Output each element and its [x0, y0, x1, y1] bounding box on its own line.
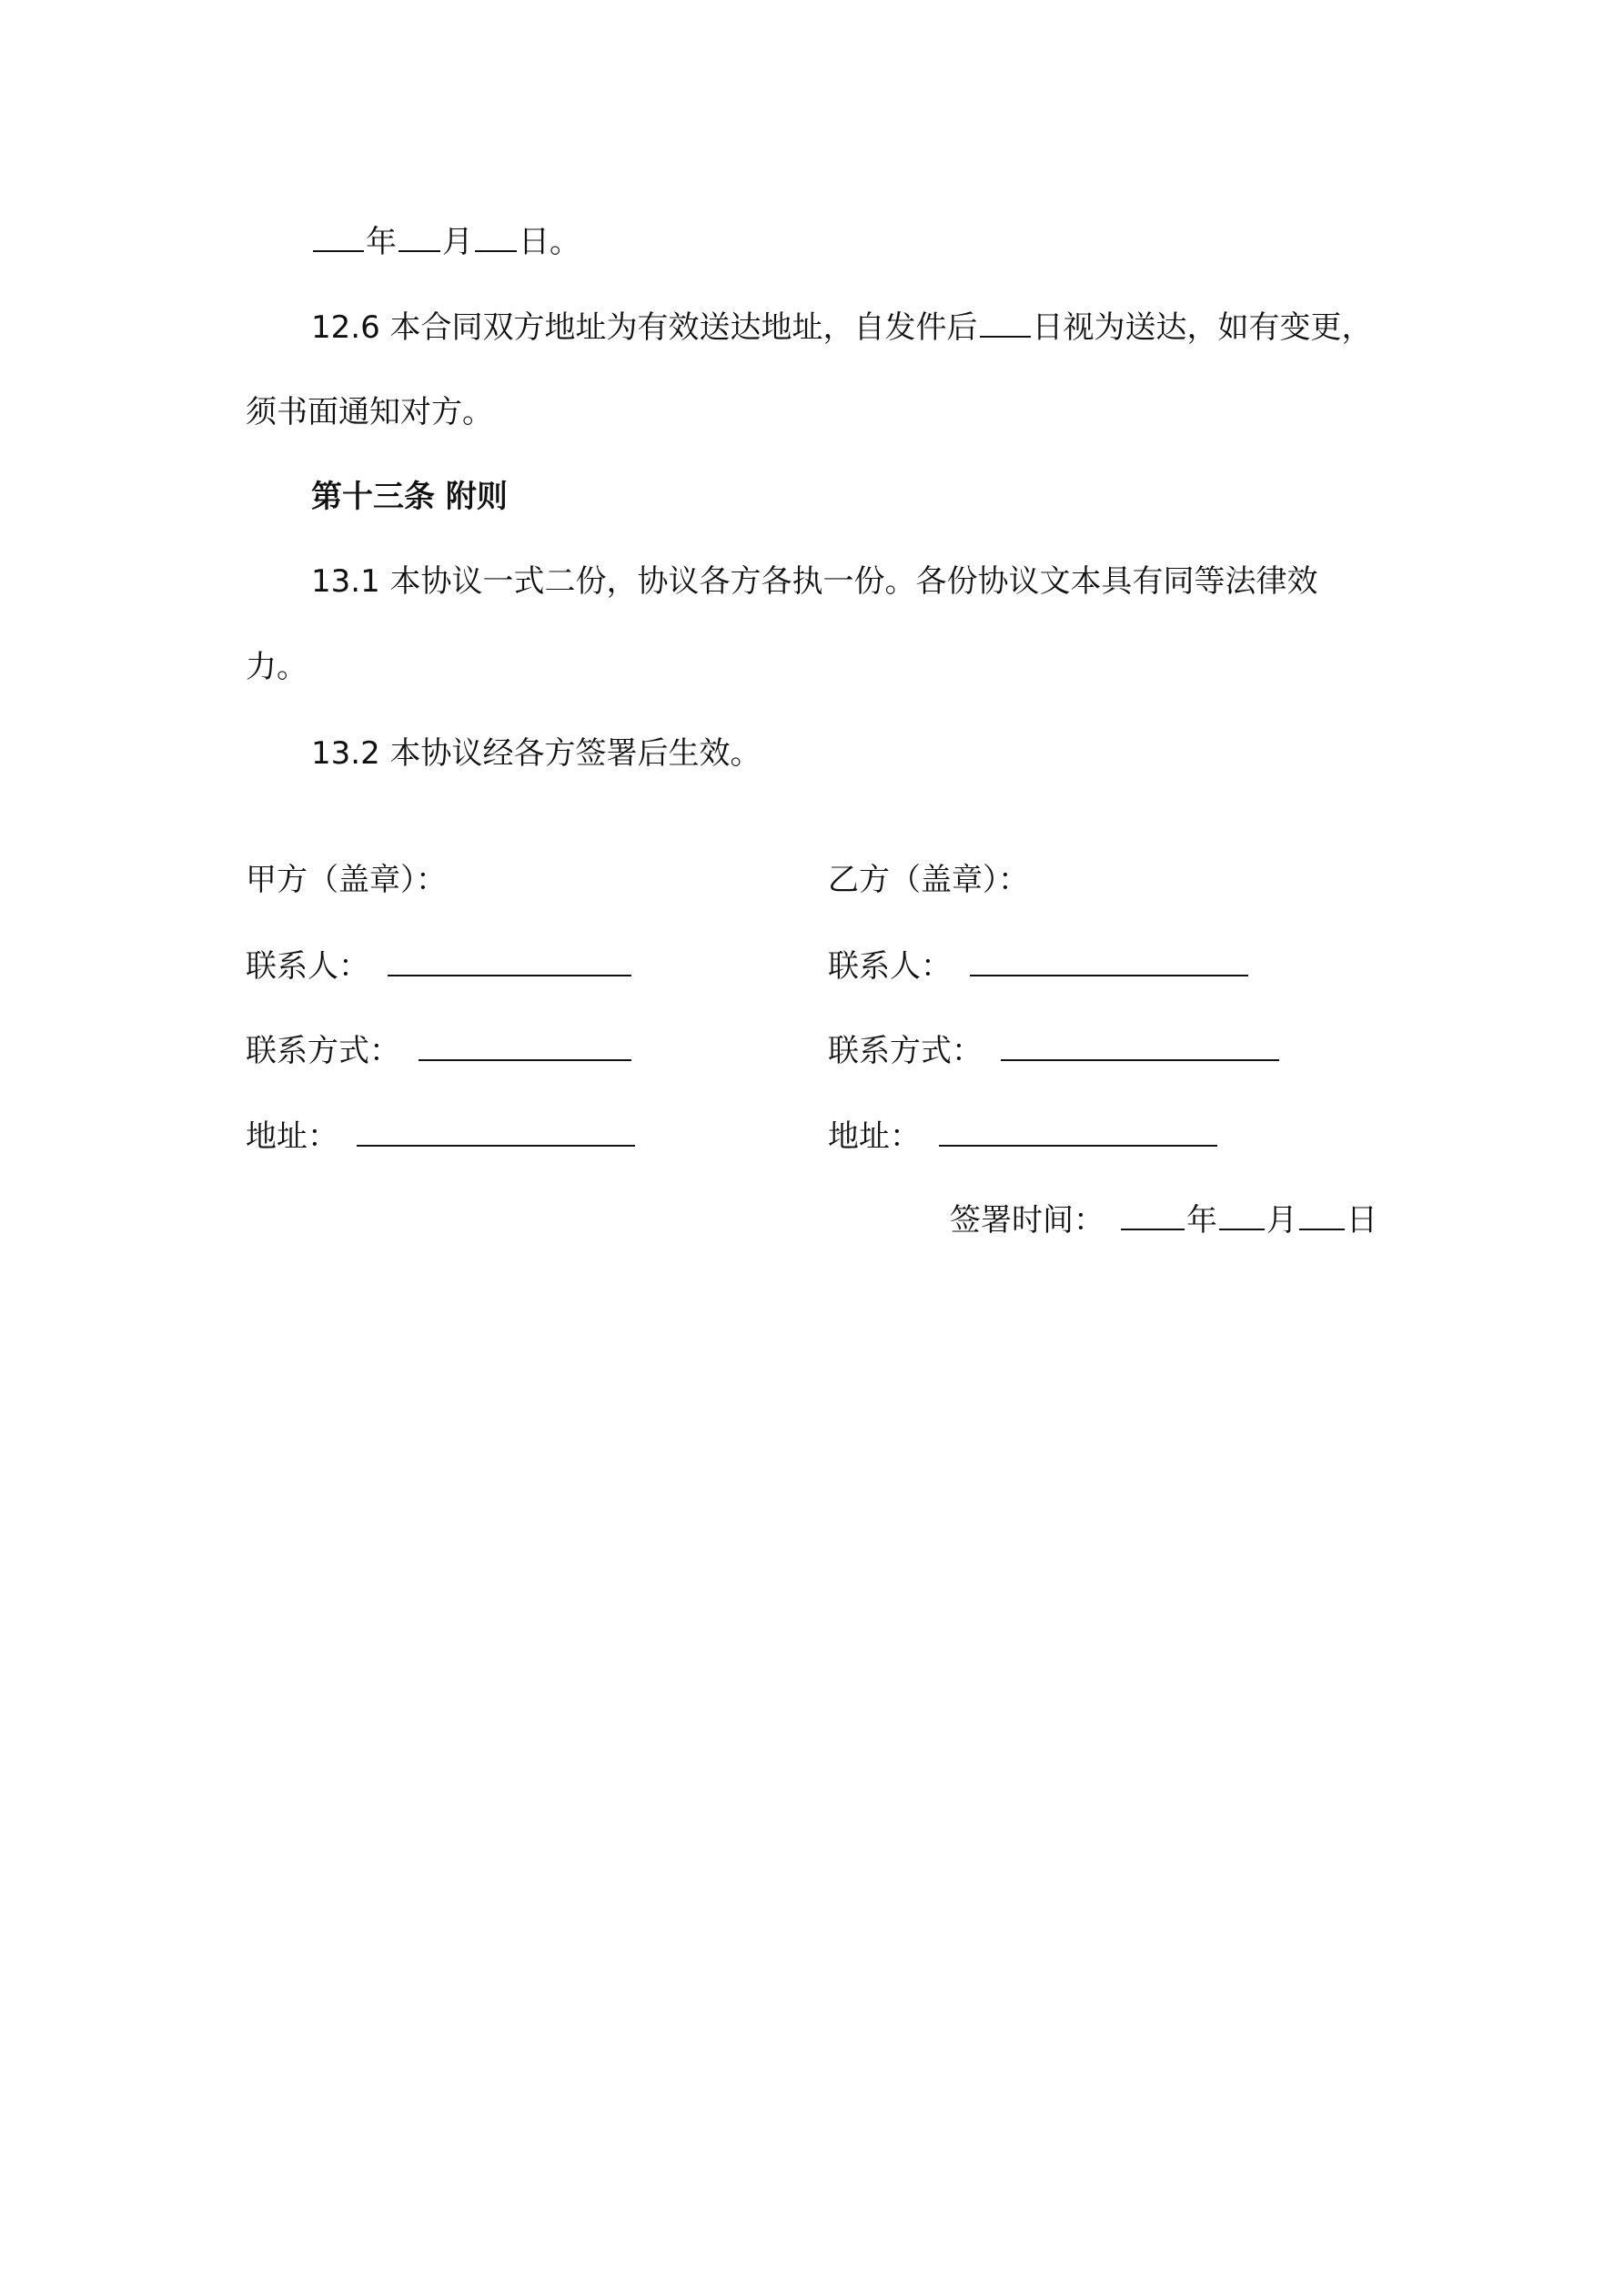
party-b-seal: 乙方（盖章）：: [828, 862, 1029, 898]
month-blank: [398, 223, 440, 252]
sign-day-blank: [1299, 1201, 1345, 1230]
party-a-address-label: 地址：: [246, 1118, 338, 1155]
day-blank: [475, 223, 517, 252]
clause-12-6-line-1: [311, 308, 1373, 346]
party-b-contact-method-blank: [1001, 1032, 1279, 1061]
party-a-seal: 甲方（盖章）：: [246, 862, 447, 898]
party-a-address: [246, 1118, 635, 1155]
date-line: [311, 223, 580, 260]
sign-year-text: 年: [1186, 1202, 1217, 1239]
party-a-contact-method-blank: [419, 1032, 631, 1061]
clause-12-6-line-2: 须书面通知对方。: [246, 394, 493, 430]
sign-date-line: [950, 1201, 1377, 1239]
party-b-address: [828, 1118, 1217, 1155]
sign-month-blank: [1219, 1201, 1265, 1230]
sign-day-text: 日: [1347, 1202, 1377, 1239]
sign-date-label: 签署时间：: [950, 1202, 1105, 1239]
party-b-contact-person-label: 联系人：: [828, 948, 952, 985]
clause-12-6-text-b: 日视为送达，如有变更，: [1032, 309, 1373, 346]
sign-year-blank: [1121, 1201, 1185, 1230]
party-a-contact-person-label: 联系人：: [246, 948, 369, 985]
party-b-contact-method-label: 联系方式：: [828, 1033, 983, 1069]
party-b-contact-method: [828, 1032, 1279, 1069]
clause-12-6-text-a: 12.6 本合同双方地址为有效送达地址，自发件后: [311, 309, 978, 346]
party-b-address-blank: [939, 1118, 1217, 1147]
day-text: 日。: [519, 224, 580, 260]
party-a-address-blank: [357, 1118, 635, 1147]
year-text: 年: [366, 224, 397, 260]
article-13-title: 第十三条 附则: [311, 479, 508, 515]
party-a-contact-person-blank: [388, 947, 631, 976]
party-a-contact-method-label: 联系方式：: [246, 1033, 400, 1069]
clause-13-1-line-1: 13.1 本协议一式二份，协议各方各执一份。各份协议文本具有同等法律效: [311, 563, 1318, 600]
month-text: 月: [442, 224, 473, 260]
clause-13-1-line-2: 力。: [246, 649, 308, 685]
party-a-contact-method: [246, 1032, 631, 1069]
party-b-address-label: 地址：: [828, 1118, 921, 1155]
year-blank: [313, 223, 364, 252]
party-a-contact-person: [246, 947, 631, 985]
sign-month-text: 月: [1266, 1202, 1297, 1239]
days-blank: [980, 308, 1031, 338]
clause-13-2: 13.2 本协议经各方签署后生效。: [311, 735, 762, 772]
party-b-contact-person: [828, 947, 1248, 985]
party-b-contact-person-blank: [970, 947, 1248, 976]
